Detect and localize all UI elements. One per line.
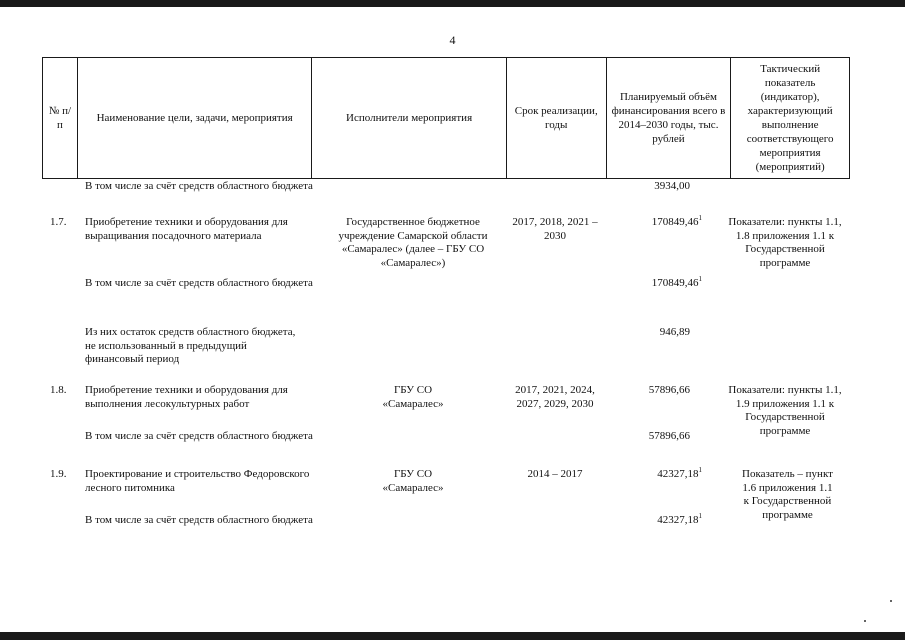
row-1-9-term: 2014 – 2017 (527, 468, 583, 480)
row-1-7-executors: Государственное бюджетное учреждение Самарской области «Самаралес» (далее – ГБУ СО «Самаралес») (338, 216, 488, 269)
row-1-9-name: Проектирование и строительство Федоровского лесного питомника (85, 468, 310, 494)
row-1-9-funding: 42327,18$^1$ (657, 466, 702, 480)
row-1-9-number: 1.9. (50, 468, 67, 480)
row-1-7-rest-funding: 946,89 (659, 326, 690, 338)
header-indicator: Тактический показатель (индикатор), характеризующий выполнение соответствующего мероприятия (мероприятий) (746, 63, 834, 173)
row-1-7-name: Приобретение техники и оборудования для выращивания посадочного материала (85, 216, 288, 242)
page-number: 4 (449, 33, 456, 47)
header-executors: Исполнители мероприятия (312, 58, 507, 178)
row-1-9-executors: ГБУ СО «Самаралес» (382, 468, 444, 494)
row-1-7-number: 1.7. (50, 216, 67, 228)
bottom-border (0, 632, 905, 640)
top-border (0, 0, 905, 7)
row-1-8-number: 1.8. (50, 384, 67, 396)
row-1-9-sub-funding: 42327,18$^1$ (657, 512, 702, 526)
row-continuation-funding: 3934,00 (654, 180, 690, 192)
row-continuation-name: В том числе за счёт средств областного бюджета (85, 180, 313, 192)
row-1-7-sub-funding: 170849,46$^1$ (651, 275, 702, 289)
row-1-8-term: 2017, 2021, 2024, 2027, 2029, 2030 (515, 384, 595, 410)
row-1-7-sub-name: В том числе за счёт средств областного бюджета (85, 277, 313, 289)
row-1-8-sub-funding: 57896,66 (648, 430, 690, 442)
row-1-8-executors: ГБУ СО «Самаралес» (382, 384, 444, 410)
row-1-7-indicator: Показатели: пункты 1.1, 1.8 приложения 1.1 к Государственной программе (728, 216, 842, 269)
row-1-7-rest-name: Из них остаток средств областного бюджета, не использованный в предыдущий финансовый период (85, 326, 296, 365)
header-funding: Планируемый объём финансирования всего в 2014–2030 годы, тыс. рублей (607, 58, 732, 178)
header-number: № п/п (43, 58, 78, 178)
table-header (42, 57, 850, 179)
row-1-8-sub-name: В том числе за счёт средств областного бюджета (85, 430, 313, 442)
header-name: Наименование цели, задачи, мероприятия (78, 58, 312, 178)
header-term: Срок реализации, годы (507, 58, 607, 178)
scan-speck (864, 620, 866, 622)
row-1-8-name: Приобретение техники и оборудования для выполнения лесокультурных работ (85, 384, 288, 410)
row-1-7-funding: 170849,46$^1$ (651, 214, 702, 228)
row-1-7-term: 2017, 2018, 2021 – 2030 (512, 216, 598, 242)
row-1-9-indicator: Показатель – пункт 1.6 приложения 1.1 к Государственной программе (742, 468, 833, 521)
row-1-9-sub-name: В том числе за счёт средств областного бюджета (85, 514, 313, 526)
row-1-8-indicator: Показатели: пункты 1.1, 1.9 приложения 1.1 к Государственной программе (728, 384, 842, 437)
row-1-8-funding: 57896,66 (648, 384, 690, 396)
scan-speck (890, 600, 892, 602)
